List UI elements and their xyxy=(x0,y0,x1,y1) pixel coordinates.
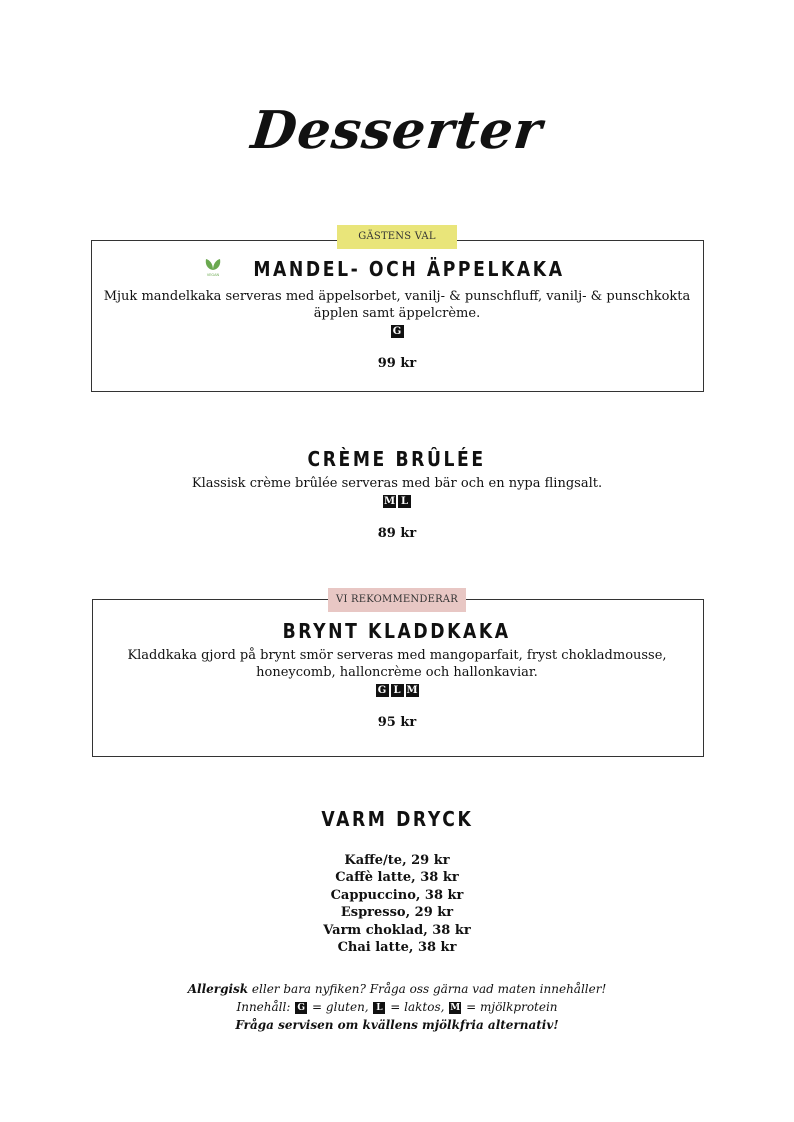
drink-item: Varm choklad, 38 kr xyxy=(323,922,471,938)
allergen-badge-m: M xyxy=(383,496,396,507)
dish-description xyxy=(0,475,794,492)
legend-text: = laktos, xyxy=(390,1000,445,1014)
drink-item: Caffè latte, 38 kr xyxy=(335,870,459,886)
drink-item: Espresso, 29 kr xyxy=(340,905,454,921)
drink-item: Cappuccino, 38 kr xyxy=(330,887,464,903)
drink-item: Chai latte, 38 kr xyxy=(337,940,457,956)
hot-drinks-list xyxy=(0,852,794,956)
allergen-legend xyxy=(0,998,794,1016)
allergen-badge-m: M xyxy=(406,685,418,696)
page-title: Desserter xyxy=(248,100,546,161)
dish-description xyxy=(0,647,794,681)
legend-text: = mjölkprotein xyxy=(466,1000,558,1014)
dish-price: 99 kr xyxy=(377,355,417,371)
allergen-badge-l: L xyxy=(391,684,404,697)
description-line: Klassisk crème brûlée serveras med bär och en nypa flingsalt. xyxy=(191,476,603,491)
section-heading: VARM DRYCK xyxy=(321,807,473,831)
dish-price: 89 kr xyxy=(377,526,417,541)
dish-price: 95 kr xyxy=(377,715,417,730)
legend-label: Innehåll: xyxy=(236,1000,291,1014)
allergy-note xyxy=(0,980,794,998)
vegan-label: VEGAN xyxy=(206,272,220,277)
dish-name: BRYNT KLADDKAKA xyxy=(282,619,512,643)
drink-item: Kaffe/te, 29 kr xyxy=(344,853,450,868)
allergen-badge-g: G xyxy=(376,684,389,697)
dish-name: CRÈME BRÛLÉE xyxy=(307,447,487,471)
allergen-badges xyxy=(0,324,794,338)
description-line: äpplen samt äppelcrème. xyxy=(313,305,481,321)
allergy-text: eller bara nyfiken? Fråga oss gärna vad maten innehåller! xyxy=(248,982,607,996)
legend-badge-m: M xyxy=(450,1002,461,1013)
legend-text: = gluten, xyxy=(312,1000,369,1014)
dish-brynt-kladdkaka xyxy=(0,619,794,730)
description-line: honeycomb, halloncrème och hallonkaviar. xyxy=(256,665,538,680)
allergen-badges xyxy=(0,683,794,697)
dish-name: MANDEL- OCH ÄPPELKAKA xyxy=(253,257,565,281)
dish-creme-brulee xyxy=(0,447,794,541)
dish-description xyxy=(0,288,794,322)
guest-choice-tag: GÄSTENS VAL xyxy=(337,225,457,249)
allergen-badge-g: G xyxy=(391,325,404,338)
allergy-footer xyxy=(0,980,794,1034)
recommended-tag: VI REKOMMENDERAR xyxy=(328,588,466,612)
dish-mandel-appelkaka xyxy=(0,257,794,371)
dairy-free-note: Fråga servisen om kvällens mjölkfria alternativ! xyxy=(235,1018,559,1032)
leaf-icon xyxy=(204,257,222,281)
allergen-badges xyxy=(0,494,794,508)
hot-drinks-heading xyxy=(0,807,794,831)
description-line: Kladdkaka gjord på brynt smör serveras med mangoparfait, fryst chokladmousse, xyxy=(127,648,667,663)
legend-badge-g: G xyxy=(295,1002,307,1014)
allergen-badge-l: L xyxy=(398,495,411,508)
description-line: Mjuk mandelkaka serveras med äppelsorbet, vanilj- & punschfluff, vanilj- & punschkokta xyxy=(103,288,691,304)
legend-badge-l: L xyxy=(373,1002,385,1014)
allergy-bold: Allergisk xyxy=(187,982,249,996)
